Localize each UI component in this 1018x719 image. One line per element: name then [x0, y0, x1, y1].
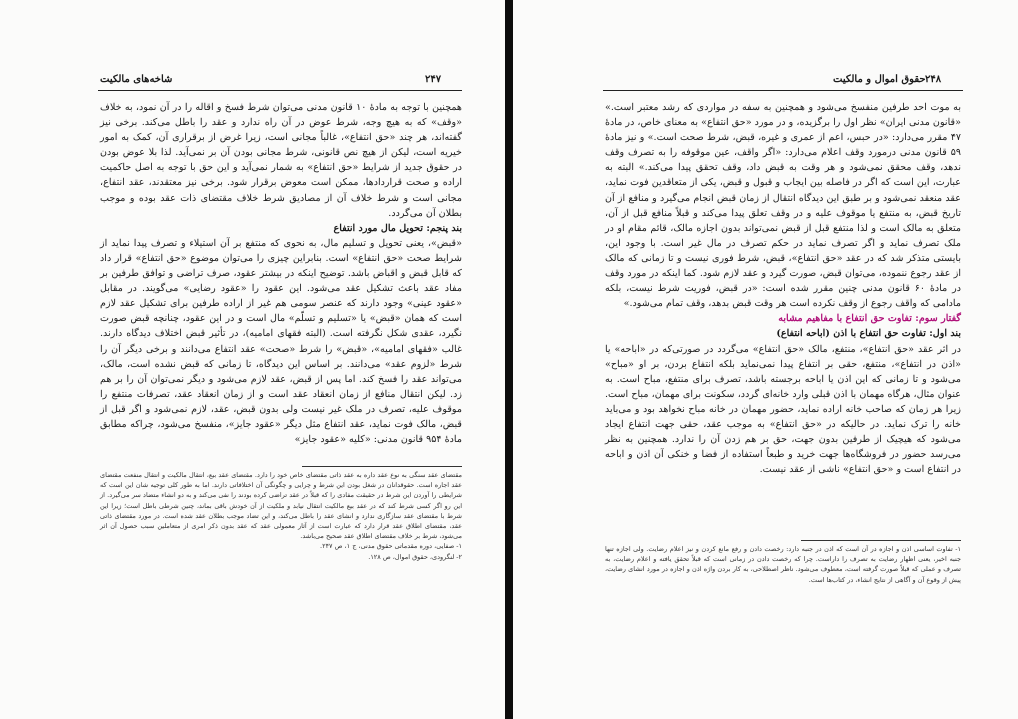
left-subheading: بند پنجم: تحویل مال مورد انتفاع: [333, 222, 462, 234]
right-page-body: [605, 100, 961, 477]
left-page-header-title: شاخه‌های مالکیت: [100, 74, 173, 85]
right-section-heading: گفتار سوم: تفاوت حق انتفاع با مفاهیم مشابه: [778, 313, 961, 325]
left-page: [0, 0, 505, 719]
right-paragraph-2: در اثر عقد «حق انتفاع»، منتفع، مالک «حق انتفاع» می‌گردد در صورتی‌که در «اباحه» یا «اذن در انتفاع»، منتفع، حقی بر انتفاع پیدا نمی‌نماید بلکه انتفاع بردن، بر او «مباح» می‌شود و تا زمانی که این اذن یا اباحه برجسته باشد، تصرف برای منتفع، مباح است. به عنوان مثال، هرگاه مهمان با اذن قبلی وارد خانه‌ای گردد، سکونت برای مهمان، مباح است. زیرا هر زمان که صاحب خانه اراده نماید، حضور مهمان در خانه مباح نخواهد بود و می‌باید خانه را ترک نماید. در حالیکه در «حق انتفاع» به موجب عقد، حقی جهت انتفاع ایجاد می‌شود که هیچیک از طرفین بدون جهت، حق بر هم زدن آن را ندارد. همچنین به نظر می‌رسد حضور در فروشگاه‌ها جهت خرید و طبعاً استفاده از فضا و خنکی آن اذن و اباحه در انتفاع است و «حق انتفاع» ناشی از عقد نیست.: [605, 343, 961, 476]
book-gutter: [505, 0, 513, 719]
right-footnote-rule: [801, 540, 961, 541]
left-paragraph-1: همچنین با توجه به مادهٔ ۱۰ قانون مدنی می‌توان شرط فسخ و اقاله را در آن نمود، به خلاف «وقف» که به هیچ وجه، شرط عوض در آن راه ندارد و عقد را باطل می‌کند. برخی نیز گفته‌اند، هر چند «حق انتفاع»، غالباً مجانی است، زیرا غرض از برقراری آن، کمک به امور خیریه است، لیکن از هیچ نص قانونی، شرط مجانی بودن آن بر نمی‌آید. لذا بلا عوض بودن در حقوق جدید از شرایط «حق انتفاع» به شمار نمی‌آید و این حق با توجه به اصل حاکمیت اراده و صحت قراردادها، ممکن است معوض برقرار شود. برخی نیز معتقدند، عقد انتفاع، مجانی است و شرط خلاف آن از مصادیق شرط خلاف مقتضای ذات عقد بوده و موجب بطلان آن می‌گردد.: [100, 102, 462, 219]
left-footnotes: [100, 470, 462, 562]
left-footnote-rule: [302, 466, 462, 467]
right-footnotes: [605, 544, 961, 585]
left-footnote-1: مقتضای عقد سنگی به نوع عقد داره به عقد ذاتی مقتضای خاص خود را دارد. مقتضای عقد بیع، انتقال مالکیت و انتقال منفعت مقتضای عقد اجاره است. حقوقدانان در شغل بودن این شرط و چرایی و چگونگی آن اختلافاتی دارند. اما به طور کلی توجیه شان این است که شرایطی را آوردن این شرط در حقیقت مفادی را که قبلاً در عقد تراضی کرده بودند را نفی می‌کند و به دو انشاء متضاد سر می‌گیرد. از این رو اگر کسی شرط کند که در عقد بیع مالکیت انتقال نیابد و ملکیت از آن خودش باقی بماند، چنین شرطی باطل است؛ زیرا این شرط با مقتضای عقد سازگاری ندارد و انشای عقد را باطل می‌کند، و این تضاد موجب بطلان عقد شده است. در مورد مقتضای ذاتی عقد، مقتضای اطلاق عقد قرار دارد که عبارت است از آثار معمولی عقد که عقد بدون ذکر امری از متعاملین سبب حصول آن اثر می‌شود، شرط بر خلاف مقتضای اطلاق عقد صحیح می‌باشد.: [100, 471, 462, 541]
right-paragraph-1: به موت احد طرفین منفسخ می‌شود و همچنین به سفه در مواردی که رشد معتبر است.» «قانون مدنی ایران» نظر اول را برگزیده، و در مورد «حق انتفاع» به معنای خاص، در مادهٔ ۴۷ مقرر می‌دارد: «در حبس، اعم از عمری و غیره، قبض، شرط صحت است.» و نیز مادهٔ ۵۹ قانون مدنی درمورد وقف اعلام می‌دارد: «اگر واقف، عین موقوفه را به تصرف وقف ندهد، وقف محقق نمی‌شود و هر وقت به قبض داد، وقف تحقق پیدا می‌کند.» البته به عبارت، این است که اگر در فاصله بین ایجاب و قبول و قبض، یکی از متعاقدین فوت نماید، عقد منعقد نمی‌شود و بر طبق این دیدگاه انتقال از زمان قبض انجام می‌گیرد و منافع از آن تاریخ قبض، به منتفع یا موقوف علیه و در وقف تعلق پیدا می‌کند و قبلاً منافع قبل از آن، متعلق به مالک است و لذا منتفع قبل از قبض نمی‌تواند بدون اجازه مالک، قائم مقام او در ملک تصرف نماید و اگر تصرف نماید در حکم تصرف در مال غیر است. با وجود این، بایستی متذکر شد که در عقد «حق انتفاع»، قبض، شرط فوری نیست و تا زمانی که مالک از عقد رجوع ننموده، می‌توان قبض، صورت گیرد و عقد لازم شود. کما اینکه در مورد وقف در مادهٔ ۶۰ قانون مدنی چنین مقرر شده است: «در قبض، فوریت شرط نیست، بلکه مادامی که واقف رجوع از وقف نکرده است هر وقت قبض بدهد، وقف تمام می‌شود.»: [605, 102, 961, 310]
right-page-header-title: حقوق اموال و مالکیت: [833, 74, 926, 85]
right-subheading: بند اول: تفاوت حق انتفاع با اذن (اباحه انتفاع): [776, 328, 961, 340]
right-page-header-number: ۲۴۸: [925, 74, 942, 85]
right-header-rule: [603, 90, 963, 91]
left-page-body: [100, 100, 462, 447]
right-footnote-1: ۱- تفاوت اساسی اذن و اجازه در آن است که اذن در جنبه دارد: رخصت دادن و رفع مانع کردن و نیز اعلام رضایت. ولی اجازه تنها جنبه اخیر، یعنی اظهار رضایت به تصرف را داراست. چرا که رخصت دادن در زمانی است که قبلاً تحقق یافته و اعلام رضایت، به تصرف و عملی که قبلاً صورت گرفته است، معطوف می‌شود. ناظر اصطلاحی، به کار بردن واژه اذن و اجازه در مورد انشای رضایت، پیش از وقوع آن و آگاهی از نتایج انشاء، در کتاب‌ها است.: [605, 545, 961, 584]
left-paragraph-2: «قبض»، یعنی تحویل و تسلیم مال، به نحوی که منتفع بر آن استیلاء و تصرف پیدا نماید از شرایط صحت «حق انتفاع» است. بنابراین چیزی را می‌توان موضوع «حق انتفاع» قرار داد که قابل قبض و اقباض باشد. توضیح اینکه در بیشتر عقود، صرف تراضی و توافق طرفین بر مفاد عقد باعث تشکیل عقد می‌شود. این عقود را «عقود رضایی» می‌گویند. در مقابل «عقود عینی» وجود دارند که عنصر سومی هم غیر از اراده طرفین برای تشکیل عقد لازم است که همان «قبض» یا «تسلیم و تسلّم» مال است و در این عقود، چنانچه قبض صورت نگیرد، عقدی شکل نگرفته است. (البته فقهای امامیه)، در تأثیر قبض اختلاف دیدگاه دارند. غالب «فقهای امامیه»، «قبض» را شرط «صحت» عقد انتفاع می‌دانند و برخی دیگر آن را شرط «لزوم عقد» می‌دانند. بر اساس این دیدگاه، تا زمانی که قبض نشده است، مالک، می‌تواند عقد را فسخ کند. اما پس از قبض، عقد لازم می‌شود و دیگر نمی‌توان آن را بر هم زد. لیکن انتقال منافع از زمان انعقاد عقد است و از زمان انعقاد عقد، تصرفات منتفع را موقوف علیه، تصرف در ملک غیر نیست ولی بدون قبض، عقد، لازم نمی‌شود و اگر قبل از قبض، مالک فوت نماید، عقد انتفاع مثل دیگر «عقود جایز»، منفسخ می‌شود، چراکه مطابق مادهٔ ۹۵۴ قانون مدنی: «کلیه «عقود جایز»: [100, 237, 462, 446]
right-page: [513, 0, 1018, 719]
left-header-rule: [98, 90, 462, 91]
left-footnote-2: ۱- صفایی، دوره مقدماتی حقوق مدنی، ج ۱، ص ۲۴۷.: [320, 542, 462, 551]
left-footnote-3: ۲- لنگرودی، حقوق اموال، ص ۱۲۸.: [368, 552, 462, 561]
left-page-header-number: ۲۴۷: [425, 74, 442, 85]
